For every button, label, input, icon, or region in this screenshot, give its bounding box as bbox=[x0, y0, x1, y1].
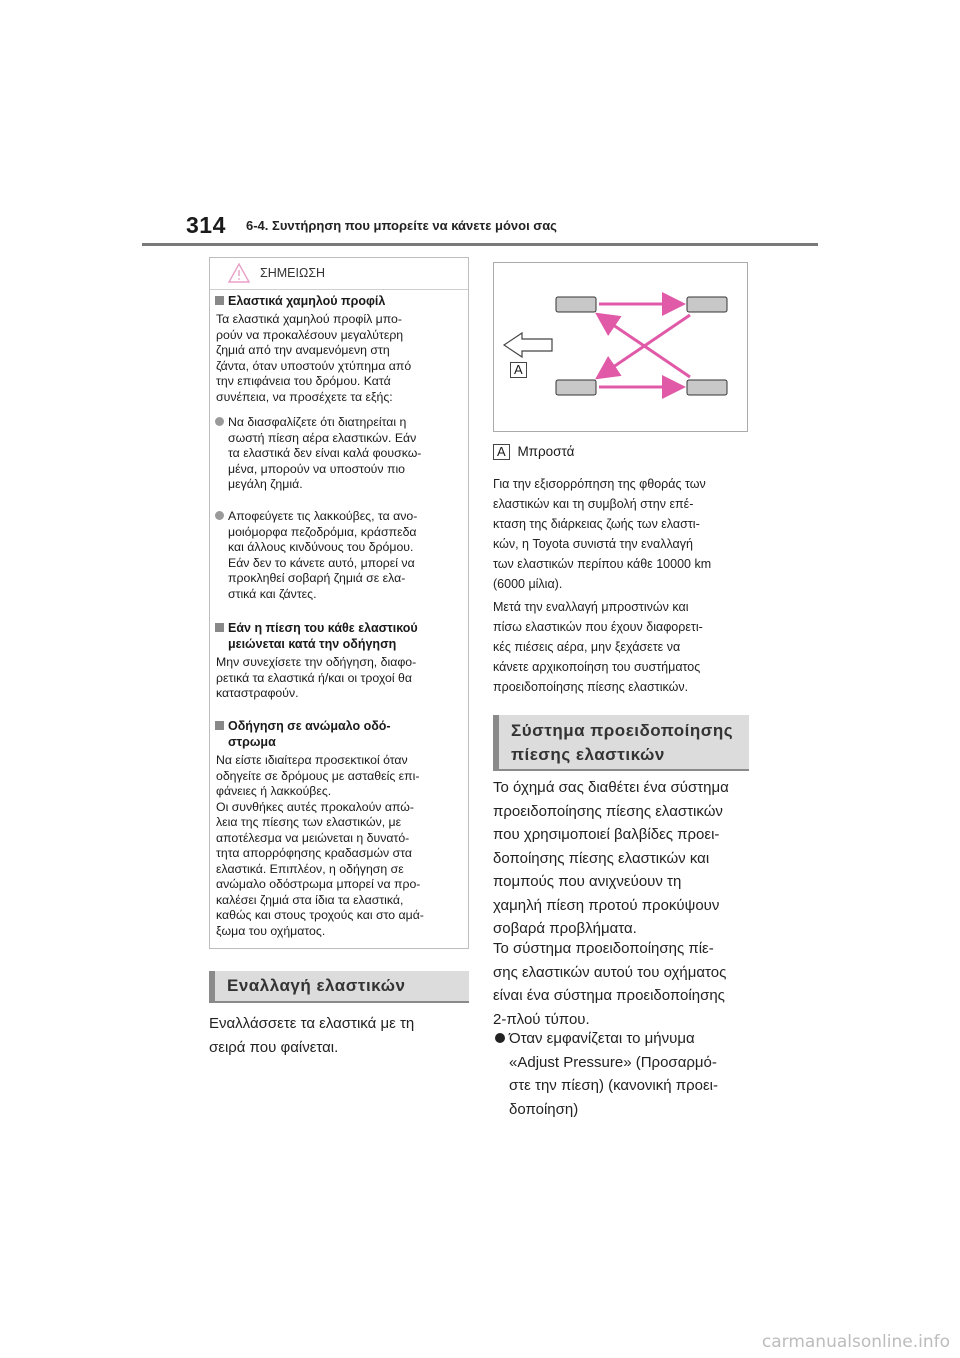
diagram-legend bbox=[493, 444, 574, 460]
note-header bbox=[210, 258, 468, 290]
front-direction-arrow-icon bbox=[504, 333, 552, 357]
tpws-heading-line2: πίεσης ελαστικών bbox=[511, 745, 665, 764]
note-text-rough-road: Να είστε ιδιαίτερα προσεκτικοί όταν οδηγείτε σε δρόμους με ασταθείς επι- φάνειες ή λακκούβες. Οι συνθήκες αυτές προκαλούν απώ- λεια της πίεσης των ελαστικών, με αποτέλεσμα να μειώνεται η δυνατό- τητα απορρόφησης κραδασμών στα ελαστικά. Επιπλέον, η οδήγηση σε ανώμαλο οδόστρωμα μπορεί να προ- καλέσει ζημιά στα ίδια τα ελαστικά, καθώς και στους τροχούς και στο αμά- ξωμα του οχήματος. bbox=[216, 753, 424, 938]
rotation-heading: Εναλλαγή ελαστικών bbox=[227, 976, 406, 995]
rotation-text: Εναλλάσσετε τα ελαστικά με τη σειρά που φαίνεται. bbox=[209, 1015, 415, 1056]
note-bullet-potholes: Αποφεύγετε τις λακκούβες, τα ανο- μοιόμορφα πεζοδρόμια, κράσπεδα και άλλους κινδύνους του δρόμου. Εάν δεν το κάνετε αυτό, μπορεί να προκληθεί σοβαρή ζημιά σε ελα- στικά και ζάντες. bbox=[215, 509, 465, 602]
tire-rotation-diagram bbox=[493, 262, 748, 432]
rotation-init-text: Μετά την εναλλαγή μπροστινών και πίσω ελαστικών που έχουν διαφορετι- κές πιέσεις αέρα, μην ξεχάσετε να κάνετε αρχικοποίηση του συστήματος προειδοποίησης πίεσης ελαστικών. bbox=[493, 600, 703, 694]
note-box bbox=[209, 257, 469, 949]
note-heading-pressure-drop: Εάν η πίεση του κάθε ελαστικού μειώνεται κατά την οδήγηση bbox=[215, 621, 453, 652]
tpws-heading-bar bbox=[493, 715, 749, 769]
square-bullet-icon bbox=[215, 296, 224, 305]
round-bullet-icon bbox=[215, 511, 224, 520]
tpws-heading-line1: Σύστημα προειδοποίησης bbox=[511, 721, 734, 740]
note-text-pressure-drop: Μην συνεχίσετε την οδήγηση, διαφο- ρετικά τα ελαστικά ή/και οι τροχοί θα καταστραφούν. bbox=[216, 655, 417, 700]
note-label: ΣΗΜΕΙΩΣΗ bbox=[260, 266, 326, 280]
rotation-heading-bar bbox=[209, 971, 469, 1001]
square-bullet-icon bbox=[215, 721, 224, 730]
watermark: carmanualsonline.info bbox=[761, 1332, 950, 1352]
round-bullet-icon bbox=[495, 1033, 505, 1043]
note-heading-low-profile: Ελαστικά χαμηλού προφίλ bbox=[215, 294, 448, 310]
square-bullet-icon bbox=[215, 623, 224, 632]
tpws-bullet-text: Όταν εμφανίζεται το μήνυμα «Adjust Pressure» (Προσαρμό- στε την πίεση) (κανονική προει- δοποίηση) bbox=[509, 1030, 719, 1118]
note-heading-rough-road: Οδήγηση σε ανώμαλο οδό-στρωμα bbox=[215, 719, 428, 750]
section-title: 6-4. Συντήρηση που μπορείτε να κάνετε μόνοι σας bbox=[246, 218, 557, 233]
tpws-text-1: Το όχημά σας διαθέτει ένα σύστημα προειδοποίησης πίεσης ελαστικών που χρησιμοποιεί βαλβίδες προει- δοποίησης πίεσης ελαστικών και πομπούς που ανιχνεύουν τη χαμηλή πίεση προτού προκύψουν σοβαρά προβλήματα. bbox=[493, 779, 729, 937]
tpws-text-2: Το σύστημα προειδοποίησης πίε- σης ελαστικών αυτού του οχήματος είναι ένα σύστημα προειδοποίησης 2-πλού τύπου. bbox=[493, 940, 727, 1028]
legend-label: Μπροστά bbox=[517, 444, 575, 459]
rotation-interval-text: Για την εξισορρόπηση της φθοράς των ελαστικών και τη συμβολή στην επέ- κταση της διάρκειας ζωής των ελαστι- κών, η Toyota συνιστά την εναλλαγή των ελαστικών περίπου κάθε 10000 km (6000 μίλια). bbox=[493, 477, 712, 591]
note-bullet-pressure: Να διασφαλίζετε ότι διατηρείται η σωστή πίεση αέρα ελαστικών. Εάν τα ελαστικά δεν είναι καλά φουσκω- μένα, μπορούν να υποστούν πιο μεγάλη ζημιά. bbox=[215, 415, 465, 493]
tire-rear-left bbox=[556, 380, 596, 395]
round-bullet-icon bbox=[215, 417, 224, 426]
header-divider bbox=[142, 243, 818, 246]
warning-icon bbox=[228, 263, 250, 288]
tire-rear-right bbox=[687, 380, 727, 395]
note-text-low-profile: Τα ελαστικά χαμηλού προφίλ μπο- ρούν να προκαλέσουν μεγαλύτερη ζημιά από την αναμενόμενη στη ζάντα, όταν υποστούν χτύπημα από την επιφάνεια του δρόμου. Κατά συνέπεια, να προσέχετε τα εξής: bbox=[216, 312, 412, 404]
tire-front-left bbox=[556, 297, 596, 312]
tire-front-right bbox=[687, 297, 727, 312]
front-badge: A bbox=[510, 362, 527, 378]
page-number: 314 bbox=[186, 212, 226, 238]
legend-badge: A bbox=[493, 444, 510, 460]
